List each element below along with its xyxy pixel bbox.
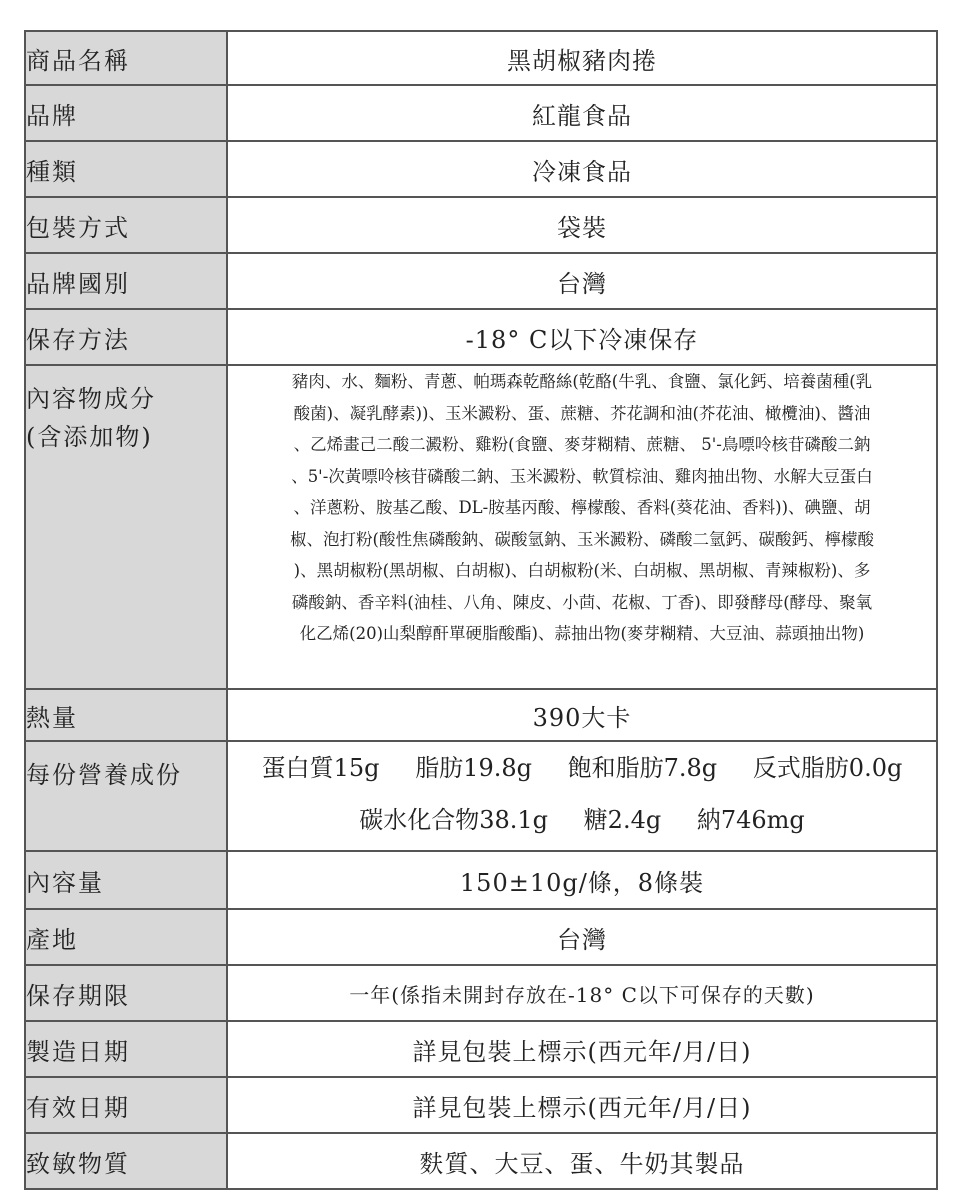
row-allergens: [25, 1133, 937, 1189]
row-expiry-date: [25, 1077, 937, 1133]
value-ingredients: [227, 365, 937, 689]
label-manufacture-date: 製造日期: [25, 1021, 227, 1077]
label-storage-method: 保存方法: [25, 309, 227, 365]
value-brand-country: 台灣: [227, 253, 937, 309]
row-storage-method: [25, 309, 937, 365]
label-nutrition: 每份營養成份: [25, 741, 227, 851]
row-ingredients: [25, 365, 937, 689]
row-brand: [25, 85, 937, 141]
row-packaging: [25, 197, 937, 253]
value-product-name: 黑胡椒豬肉捲: [227, 31, 937, 85]
value-nutrition: [227, 741, 937, 851]
ingredients-line: 化乙烯(20)山梨醇酐單硬脂酸酯)、蒜抽出物(麥芽糊精、大豆油、蒜頭抽出物): [299, 624, 865, 643]
label-expiry-date: 有效日期: [25, 1077, 227, 1133]
label-packaging: 包裝方式: [25, 197, 227, 253]
label-ingredients-line2: (含添加物): [26, 423, 153, 451]
label-ingredients: [25, 365, 227, 689]
label-allergens: 致敏物質: [25, 1133, 227, 1189]
ingredients-line: 、洋蔥粉、胺基乙酸、DL-胺基丙酸、檸檬酸、香料(葵花油、香料))、碘鹽、胡: [293, 498, 871, 517]
nutrition-protein: 蛋白質15g: [261, 754, 380, 782]
row-net-content: [25, 851, 937, 909]
ingredients-line: 、5'-次黃嘌呤核苷磷酸二鈉、玉米澱粉、軟質棕油、雞肉抽出物、水解大豆蛋白: [291, 466, 873, 486]
row-calories: [25, 689, 937, 741]
row-nutrition: [25, 741, 937, 851]
ingredients-line: )、黑胡椒粉(黑胡椒、白胡椒)、白胡椒粉(米、白胡椒、黑胡椒、青辣椒粉)、多: [293, 561, 871, 580]
nutrition-carbohydrate: 碳水化合物38.1g: [359, 806, 549, 834]
value-expiry-date: 詳見包裝上標示(西元年/月/日): [227, 1077, 937, 1133]
value-shelf-life: 一年(係指未開封存放在-18° C以下可保存的天數): [227, 965, 937, 1021]
value-calories: 390大卡: [227, 689, 937, 741]
label-ingredients-line1: 內容物成分: [26, 385, 156, 413]
value-origin: 台灣: [227, 909, 937, 965]
row-brand-country: [25, 253, 937, 309]
label-shelf-life: 保存期限: [25, 965, 227, 1021]
nutrition-line-2: [228, 794, 936, 846]
row-shelf-life: [25, 965, 937, 1021]
value-brand: 紅龍食品: [227, 85, 937, 141]
nutrition-line-1: [228, 742, 936, 794]
ingredients-line: 磷酸鈉、香辛料(油桂、八角、陳皮、小茴、花椒、丁香)、即發酵母(酵母、聚氧: [291, 592, 873, 612]
label-category: 種類: [25, 141, 227, 197]
nutrition-fat: 脂肪19.8g: [415, 754, 532, 782]
ingredients-line: 豬肉、水、麵粉、青蔥、帕瑪森乾酪絲(乾酪(牛乳、食鹽、氯化鈣、培養菌種(乳: [291, 372, 873, 391]
nutrition-sodium: 納746mg: [696, 806, 805, 834]
value-category: 冷凍食品: [227, 141, 937, 197]
value-storage-method: -18° C以下冷凍保存: [227, 309, 937, 365]
ingredients-line: 酸菌)、凝乳酵素))、玉米澱粉、蛋、蔗糖、芥花調和油(芥花油、橄欖油)、醬油: [293, 403, 871, 423]
row-origin: [25, 909, 937, 965]
row-product-name: [25, 31, 937, 85]
label-brand-country: 品牌國別: [25, 253, 227, 309]
row-manufacture-date: [25, 1021, 937, 1077]
label-brand: 品牌: [25, 85, 227, 141]
value-manufacture-date: 詳見包裝上標示(西元年/月/日): [227, 1021, 937, 1077]
ingredients-line: 椒、泡打粉(酸性焦磷酸鈉、碳酸氫鈉、玉米澱粉、磷酸二氫鈣、碳酸鈣、檸檬酸: [290, 529, 874, 549]
row-category: [25, 141, 937, 197]
nutrition-trans-fat: 反式脂肪0.0g: [752, 754, 903, 782]
value-net-content: 150±10g/條，8條裝: [227, 851, 937, 909]
nutrition-saturated-fat: 飽和脂肪7.8g: [567, 754, 718, 782]
value-packaging: 袋裝: [227, 197, 937, 253]
label-calories: 熱量: [25, 689, 227, 741]
value-allergens: 麩質、大豆、蛋、牛奶其製品: [227, 1133, 937, 1189]
ingredients-line: 、乙烯畫己二酸二澱粉、雞粉(食鹽、麥芽糊精、蔗糖、 5'-鳥嘌呤核苷磷酸二鈉: [293, 435, 871, 454]
product-spec-table: [24, 30, 938, 1190]
label-product-name: 商品名稱: [25, 31, 227, 85]
label-net-content: 內容量: [25, 851, 227, 909]
label-origin: 產地: [25, 909, 227, 965]
nutrition-sugar: 糖2.4g: [583, 806, 662, 834]
